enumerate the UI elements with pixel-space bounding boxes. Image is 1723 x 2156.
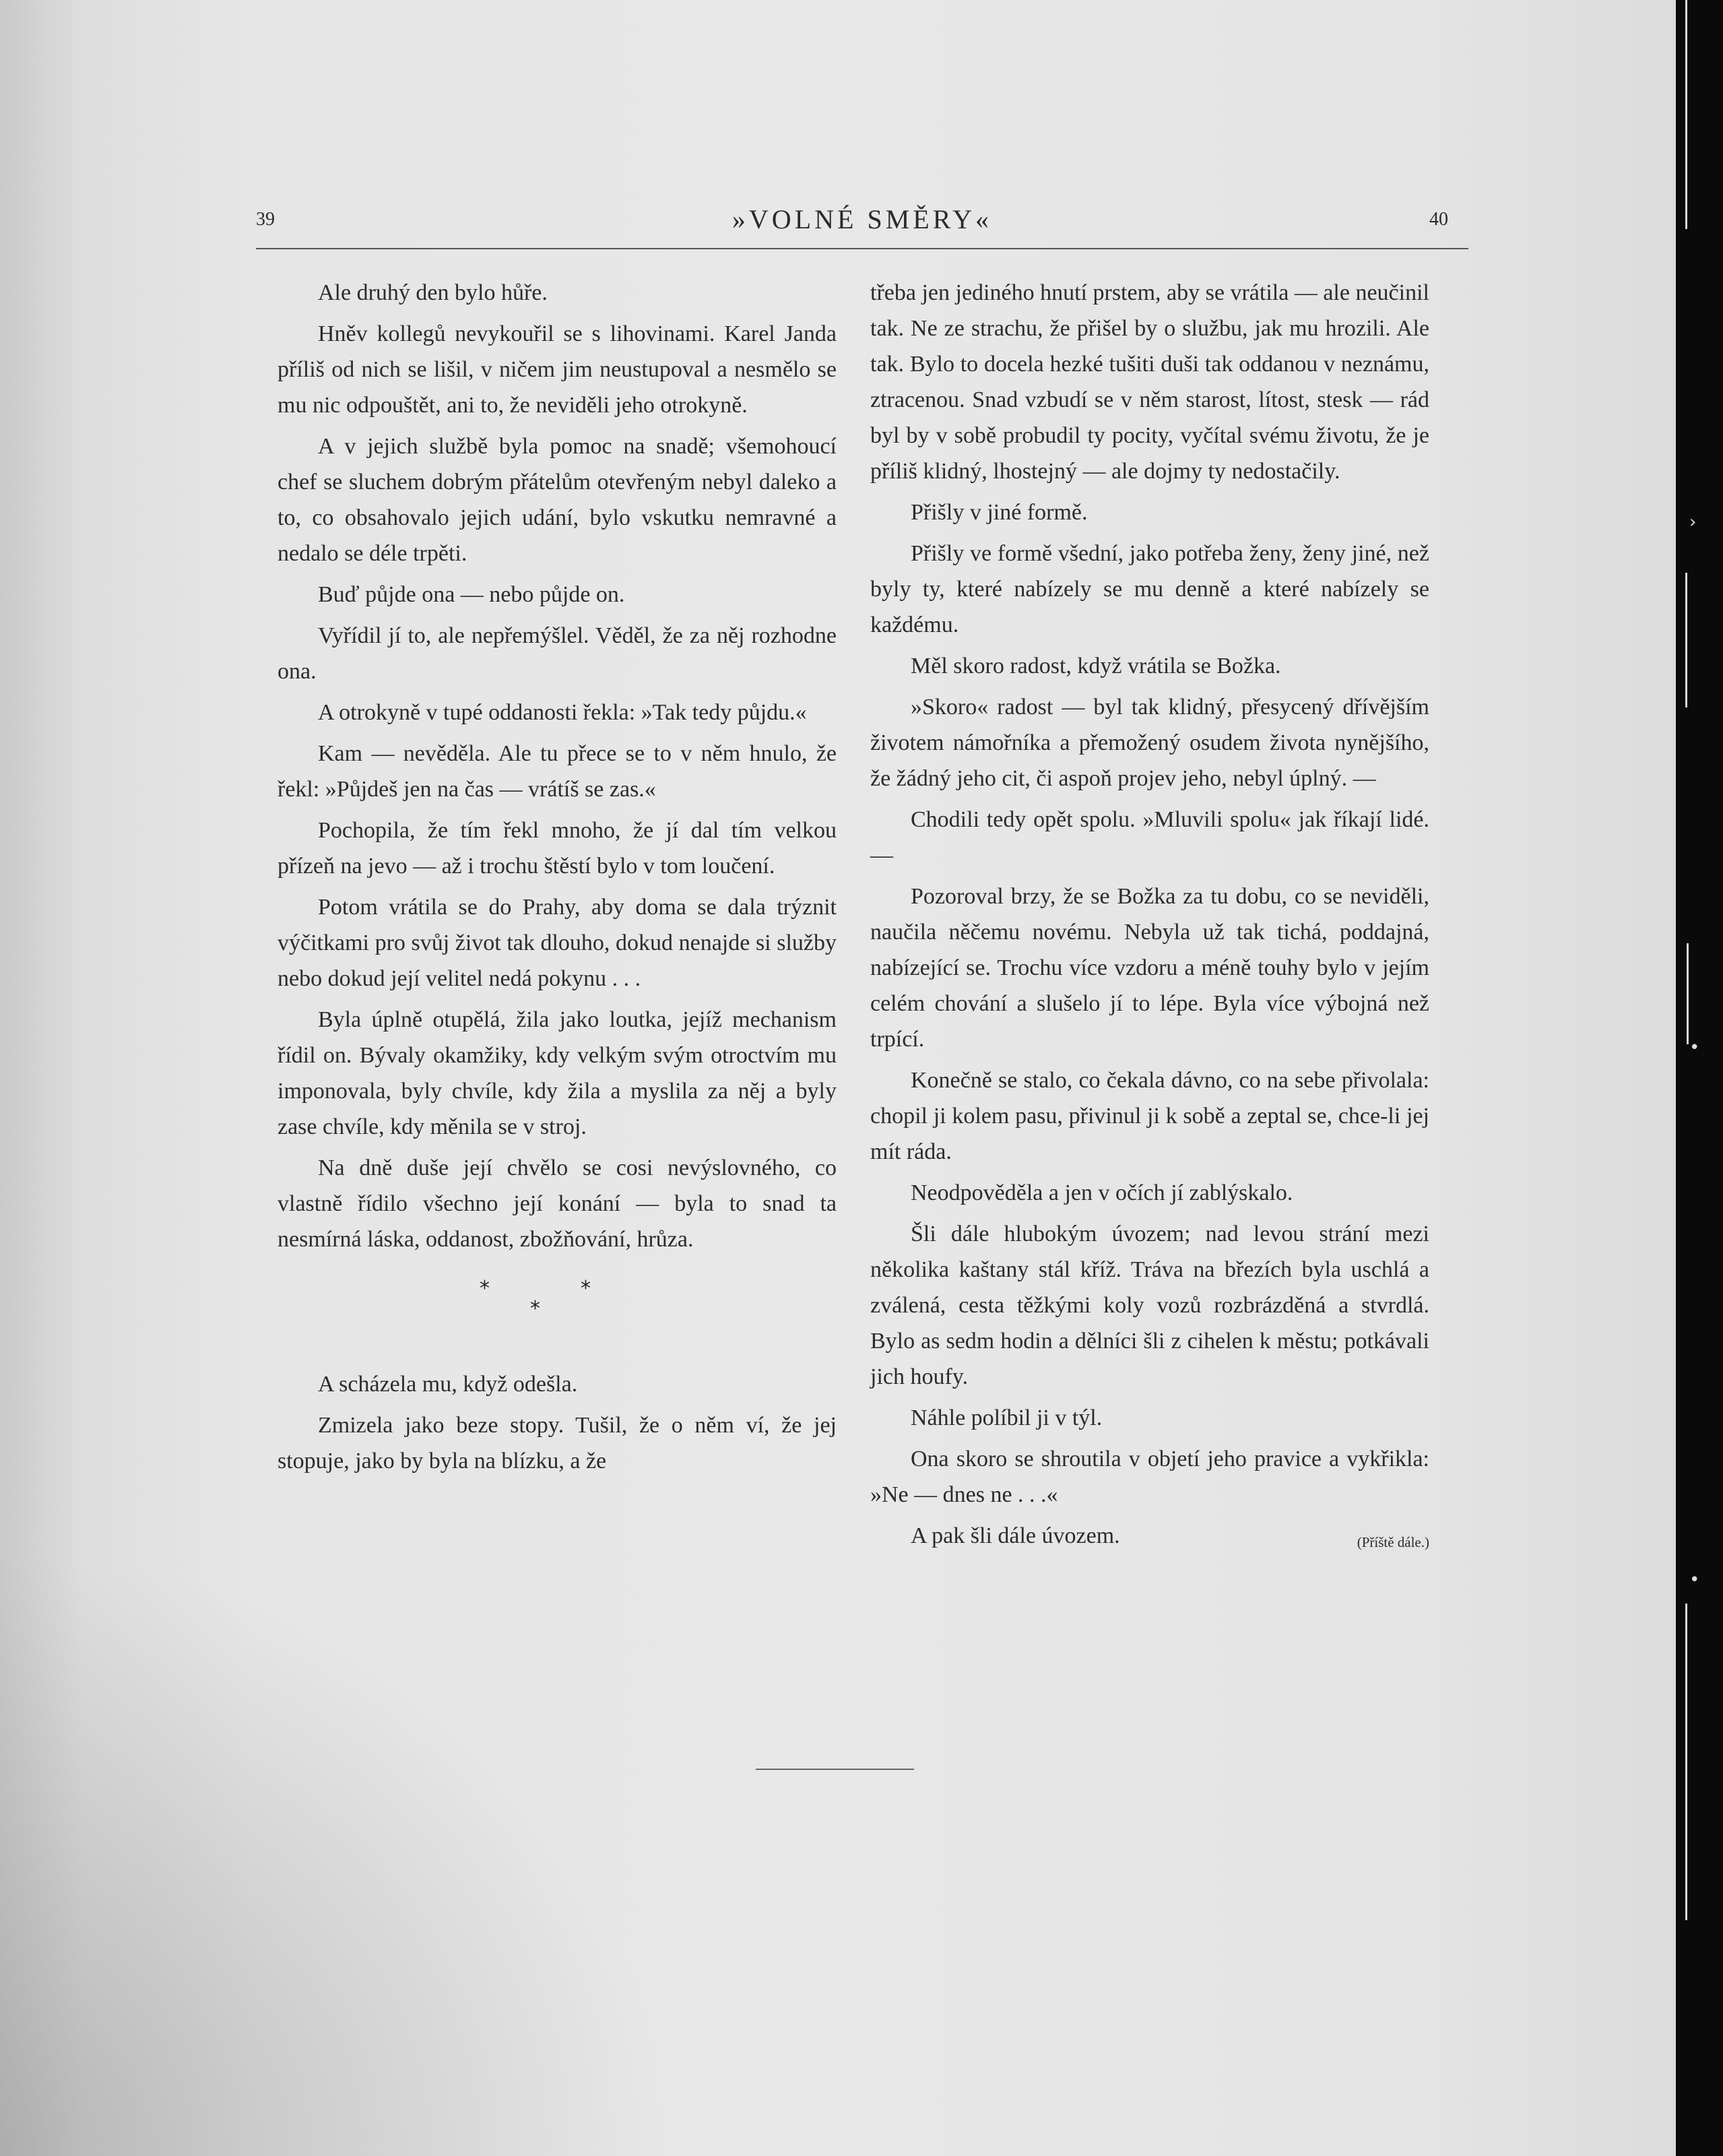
left-column bbox=[278, 275, 837, 1484]
paragraph: Ona skoro se shroutila v objetí jeho pravice a vykřikla: »Ne — dnes ne . . .« bbox=[870, 1447, 1429, 1507]
paragraph: Kam — nevěděla. Ale tu přece se to v něm hnulo, že řekl: »Půjdeš jen na čas — vrátíš se zas.« bbox=[278, 741, 837, 802]
paragraph: Přišly ve formě všední, jako potřeba ženy, ženy jiné, než byly ty, které nabízely se mu denně a které nabízely se každému. bbox=[870, 541, 1429, 637]
section-asterism bbox=[278, 1264, 837, 1338]
page-number-right: 40 bbox=[1429, 209, 1448, 230]
paragraph: Na dně duše její chvělo se cosi nevýslovného, co vlastně řídilo všechno její konání — byla to snad ta nesmírná láska, oddanost, zbožňování, hrůza. bbox=[278, 1155, 837, 1252]
paragraph: Konečně se stalo, co čekala dávno, co na sebe přivolala: chopil ji kolem pasu, přivinul ji k sobě a zeptal se, chce-li jej mít ráda. bbox=[870, 1068, 1429, 1164]
header-rule bbox=[256, 248, 1468, 249]
continuation-note: (Příště dále.) bbox=[1357, 1534, 1429, 1550]
paragraph: Pozoroval brzy, že se Božka za tu dobu, co se neviděli, naučila něčemu novému. Nebyla už tak tichá, poddajná, nabízející se. Trochu více vzdoru a méně touhy bylo v jejím celém chování a slušelo jí to lépe. Byla více výbojná než trpící. bbox=[870, 884, 1429, 1052]
paragraph: Vyřídil jí to, ale nepřemýšlel. Věděl, že za něj rozhodne ona. bbox=[278, 623, 837, 684]
page-shadow bbox=[0, 1550, 674, 2156]
asterisk: * bbox=[480, 1277, 490, 1300]
paragraph: »Skoro« radost — byl tak klidný, přesycený dřívějším životem námořníka a přemožený osudem života nynějšího, že žádný jeho cit, či aspoň projev jeho, nebyl úplný. — bbox=[870, 695, 1429, 791]
end-rule bbox=[756, 1769, 914, 1770]
paragraph: Chodili tedy opět spolu. »Mluvili spolu« jak říkají lidé. — bbox=[870, 807, 1429, 868]
paragraph: Hněv kollegů nevykouřil se s lihovinami. Karel Janda příliš od nich se lišil, v ničem jim neustupoval a nesmělo se mu nic odpouštět, ani to, že neviděli jeho otrokyně. bbox=[278, 321, 837, 418]
running-title: »VOLNÉ SMĚRY« bbox=[732, 204, 993, 234]
scan-mark: • bbox=[1689, 1570, 1700, 1590]
asterisk: * bbox=[581, 1277, 591, 1300]
scan-border-right bbox=[1676, 0, 1723, 2156]
page-number-left: 39 bbox=[256, 209, 275, 230]
paragraph: Byla úplně otupělá, žila jako loutka, jejíž mechanism řídil on. Bývaly okamžiky, kdy velkým svým otroctvím mu imponovala, byly chvíle, kdy žila a myslila za něj a byly zase chvíle, kdy měnila se v stroj. bbox=[278, 1007, 837, 1139]
paragraph: Přišly v jiné formě. bbox=[911, 500, 1088, 525]
paragraph: Neodpověděla a jen v očích jí zablýskalo. bbox=[911, 1180, 1293, 1205]
paragraph-continuation: třeba jen jediného hnutí prstem, aby se vrátila — ale neučinil tak. Ne ze strachu, že přišel by o službu, jak mu hrozili. Ale tak. Bylo to docela hezké tušiti duši tak oddanou v neznámu, ztracenou. Snad vzbudí se v něm starost, lítost, stesk — rád byl by v sobě probudil ty pocity, vyčítal svému životu, že je příliš klidný, lhostejný — ale dojmy ty nedostačily. bbox=[870, 280, 1429, 484]
paragraph: A v jejich službě byla pomoc na snadě; všemohoucí chef se sluchem dobrým přátelům otevřeným nebyl daleko a to, co obsahovalo jejich udání, bylo vskutku nemravné a nedalo se déle trpěti. bbox=[278, 434, 837, 566]
paragraph: A otrokyně v tupé oddanosti řekla: »Tak tedy půjdu.« bbox=[318, 700, 807, 725]
scan-mark: • bbox=[1689, 1038, 1700, 1058]
paragraph: Ale druhý den bylo hůře. bbox=[318, 280, 548, 305]
paragraph: A scházela mu, když odešla. bbox=[318, 1372, 578, 1397]
paragraph: Pochopila, že tím řekl mnoho, že jí dal tím velkou přízeň na jevo — až i trochu štěstí bylo v tom loučení. bbox=[278, 818, 837, 879]
final-line: A pak šli dále úvozem. bbox=[911, 1523, 1120, 1548]
paragraph: Náhle políbil ji v týl. bbox=[911, 1405, 1103, 1430]
paragraph: Šli dále hlubokým úvozem; nad levou strání mezi několika kaštany stál kříž. Tráva na březích byla uschlá a zválená, cesta těžkými koly vozů rozbrázděná a stvrdlá. Bylo as sedm hodin a dělníci šli z cihelen k městu; potkávali jich houfy. bbox=[870, 1222, 1429, 1389]
page-header bbox=[256, 202, 1468, 243]
paragraph: Měl skoro radost, když vrátila se Božka. bbox=[911, 654, 1281, 678]
paragraph: Buď půjde ona — nebo půjde on. bbox=[318, 582, 625, 607]
scan-mark: › bbox=[1689, 512, 1697, 532]
right-column bbox=[870, 275, 1429, 1560]
asterisk: * bbox=[530, 1297, 540, 1321]
paragraph: Potom vrátila se do Prahy, aby doma se dala trýznit výčitkami pro svůj život tak dlouho, dokud nenajde si služby nebo dokud její velitel nedá pokynu . . . bbox=[278, 895, 837, 991]
paragraph: Zmizela jako beze stopy. Tušil, že o něm ví, že jej stopuje, jako by byla na blízku, a že bbox=[278, 1413, 837, 1473]
final-paragraph bbox=[870, 1518, 1429, 1554]
